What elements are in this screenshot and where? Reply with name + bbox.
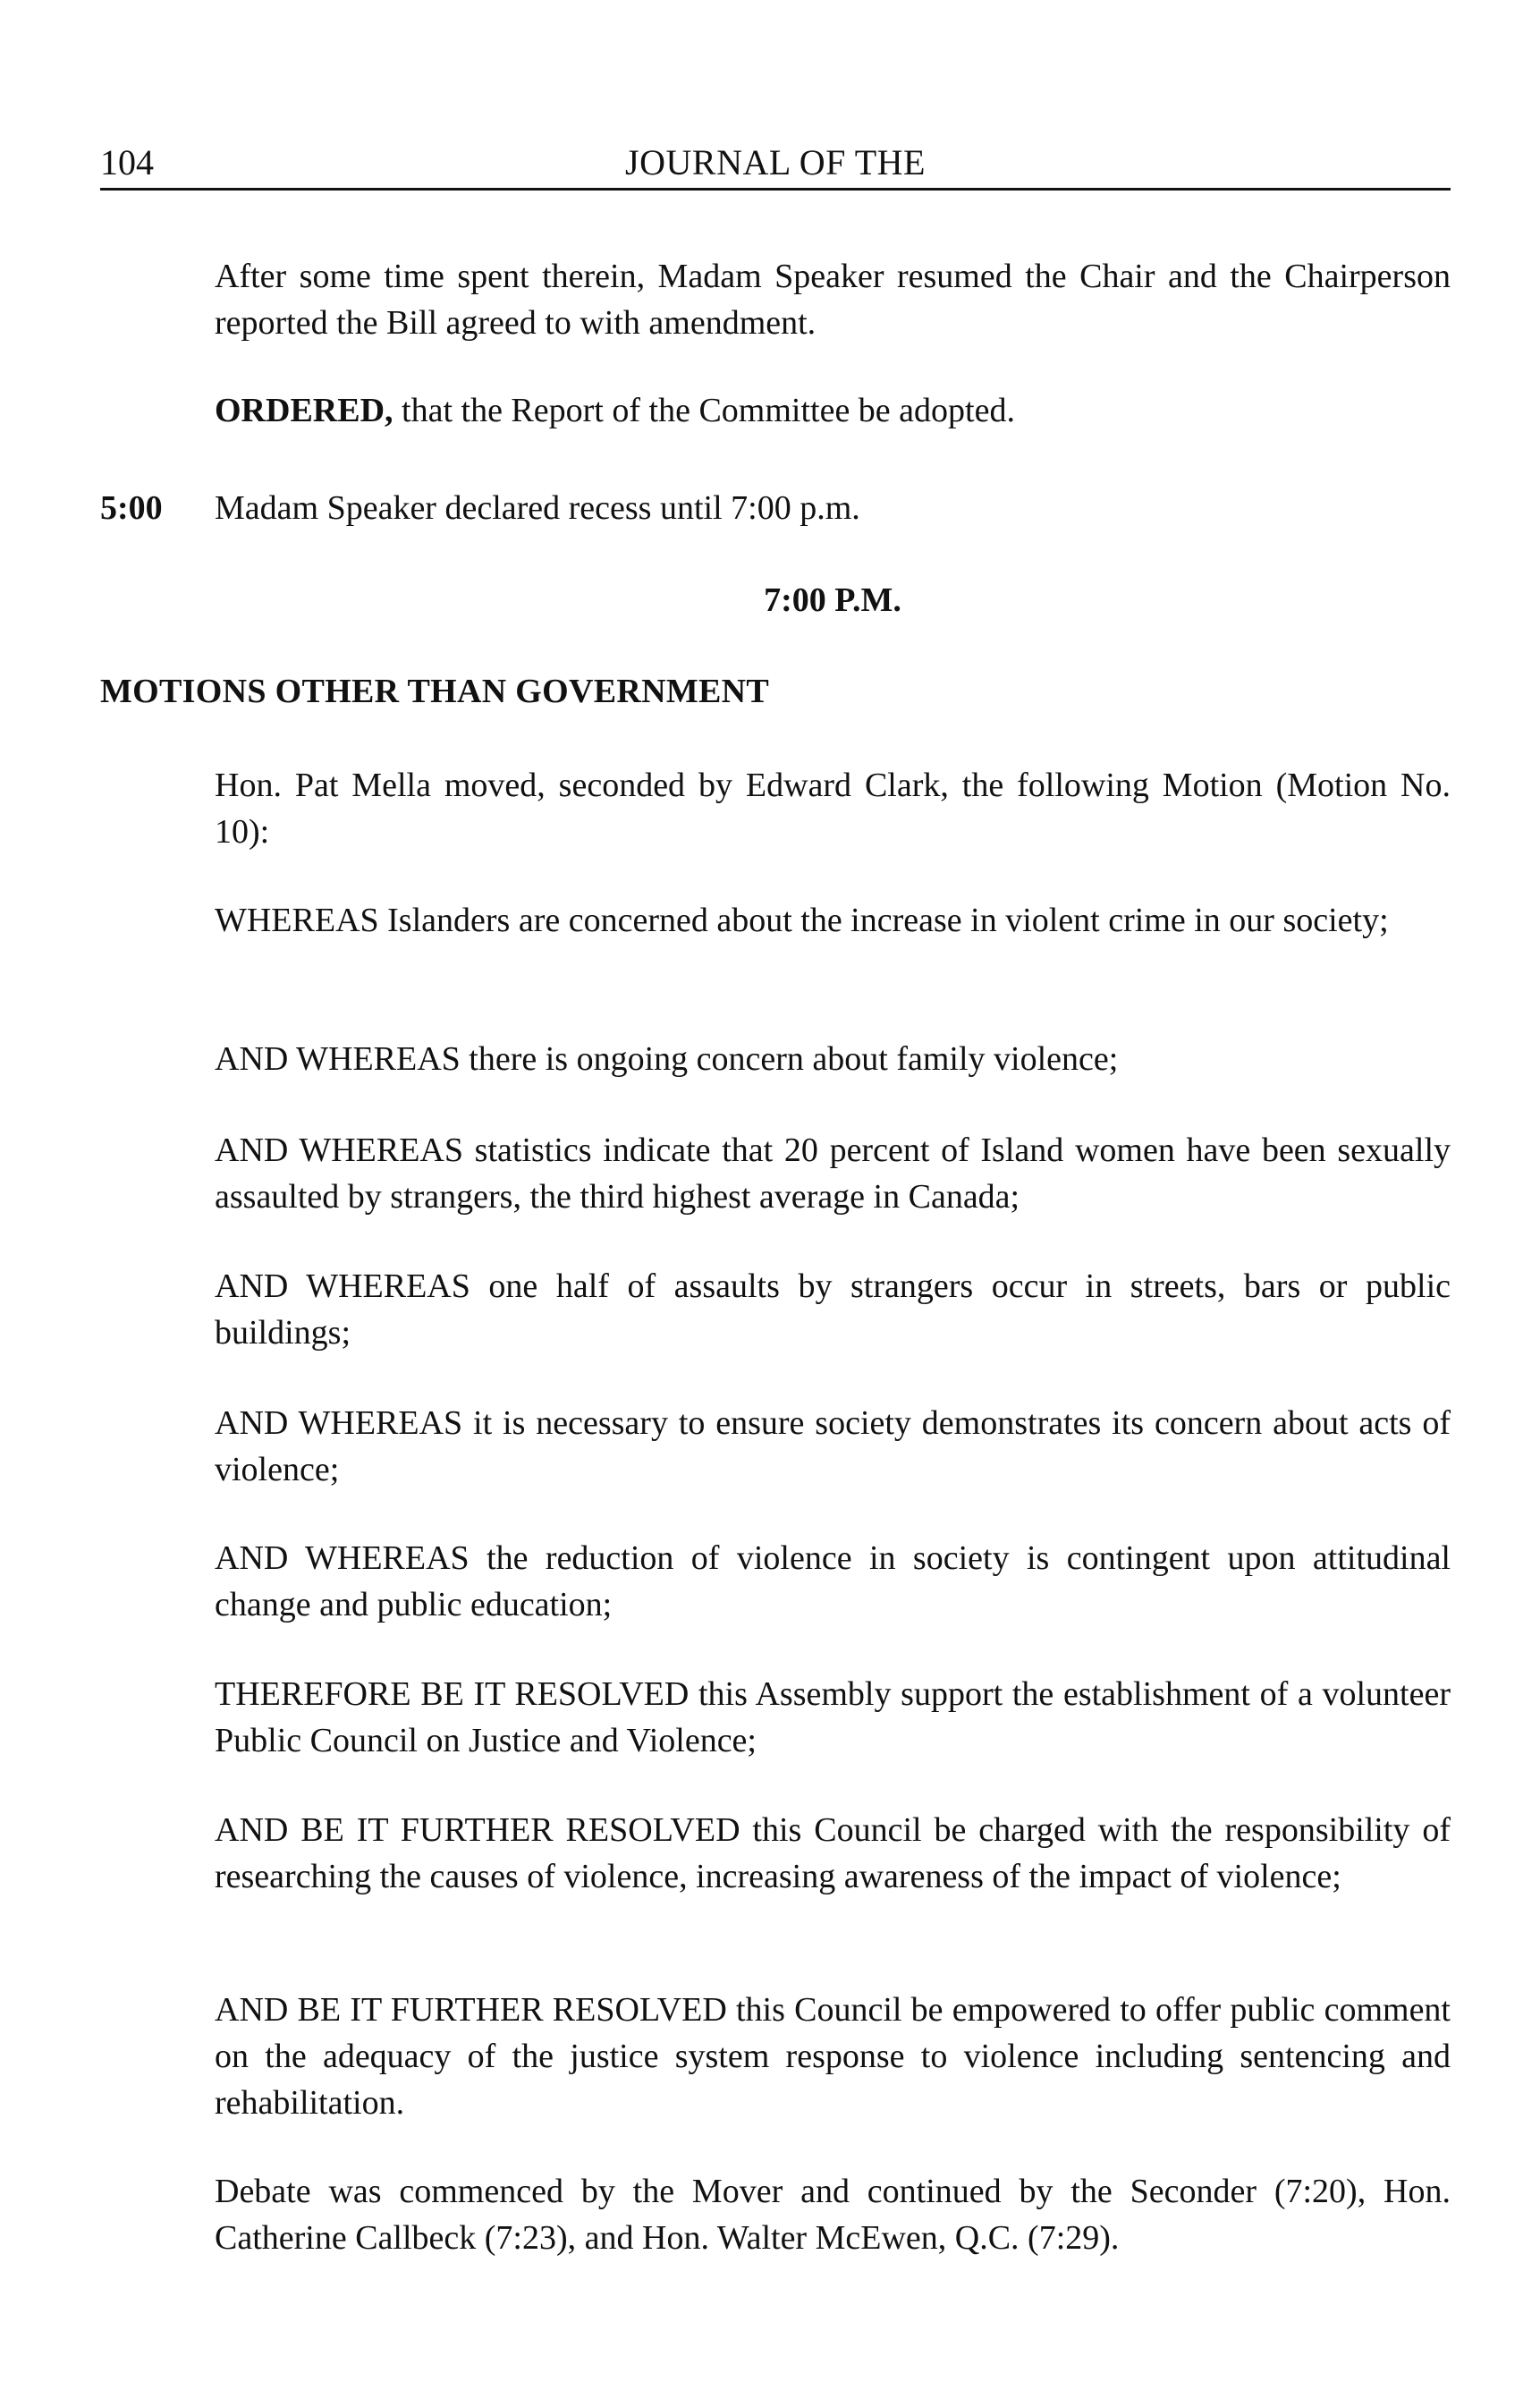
whereas-paragraph-2: AND WHEREAS there is ongoing concern about family violence; <box>215 1040 1119 1078</box>
committee-report-paragraph: After some time spent therein, Madam Speaker resumed the Chair and the Chairperson reported the Bill agreed to with amendment. <box>215 258 1451 342</box>
evening-time-heading: 7:00 P.M. <box>764 581 901 619</box>
whereas-paragraph-6: AND WHEREAS the reduction of violence in society is contingent upon attitudinal change and public education; <box>215 1539 1451 1623</box>
motion-intro-paragraph: Hon. Pat Mella moved, seconded by Edward Clark, the following Motion (Motion No. 10): <box>215 767 1451 851</box>
resolved-paragraph-2: AND BE IT FURTHER RESOLVED this Council be charged with the responsibility of researching the causes of violence, increasing awareness of the impact of violence; <box>215 1811 1451 1895</box>
running-head: JOURNAL OF THE <box>625 142 926 182</box>
page-number: 104 <box>100 142 154 182</box>
header-rule <box>100 188 1451 191</box>
recess-time: 5:00 <box>100 489 163 527</box>
debate-paragraph: Debate was commenced by the Mover and continued by the Seconder (7:20), Hon. Catherine Callbeck (7:23), and Hon. Walter McEwen, Q.C. (7:29). <box>215 2173 1451 2257</box>
recess-paragraph: Madam Speaker declared recess until 7:00 p.m. <box>215 489 860 527</box>
whereas-paragraph-3: AND WHEREAS statistics indicate that 20 percent of Island women have been sexually assaulted by strangers, the third highest average in Canada; <box>215 1131 1451 1216</box>
whereas-paragraph-1: WHEREAS Islanders are concerned about the increase in violent crime in our society; <box>215 902 1389 939</box>
ordered-text: that the Report of the Committee be adopted. <box>393 392 1015 429</box>
page-header <box>100 136 1451 190</box>
resolved-paragraph-1: THEREFORE BE IT RESOLVED this Assembly support the establishment of a volunteer Public Council on Justice and Violence; <box>215 1675 1451 1759</box>
ordered-paragraph <box>215 387 1451 434</box>
ordered-label: ORDERED, <box>215 392 393 429</box>
section-heading: MOTIONS OTHER THAN GOVERNMENT <box>100 673 770 710</box>
whereas-paragraph-5: AND WHEREAS it is necessary to ensure society demonstrates its concern about acts of violence; <box>215 1404 1451 1488</box>
resolved-paragraph-3: AND BE IT FURTHER RESOLVED this Council be empowered to offer public comment on the adequacy of the justice system response to violence including sentencing and rehabilitation. <box>215 1991 1451 2122</box>
whereas-paragraph-4: AND WHEREAS one half of assaults by strangers occur in streets, bars or public buildings; <box>215 1267 1451 1352</box>
